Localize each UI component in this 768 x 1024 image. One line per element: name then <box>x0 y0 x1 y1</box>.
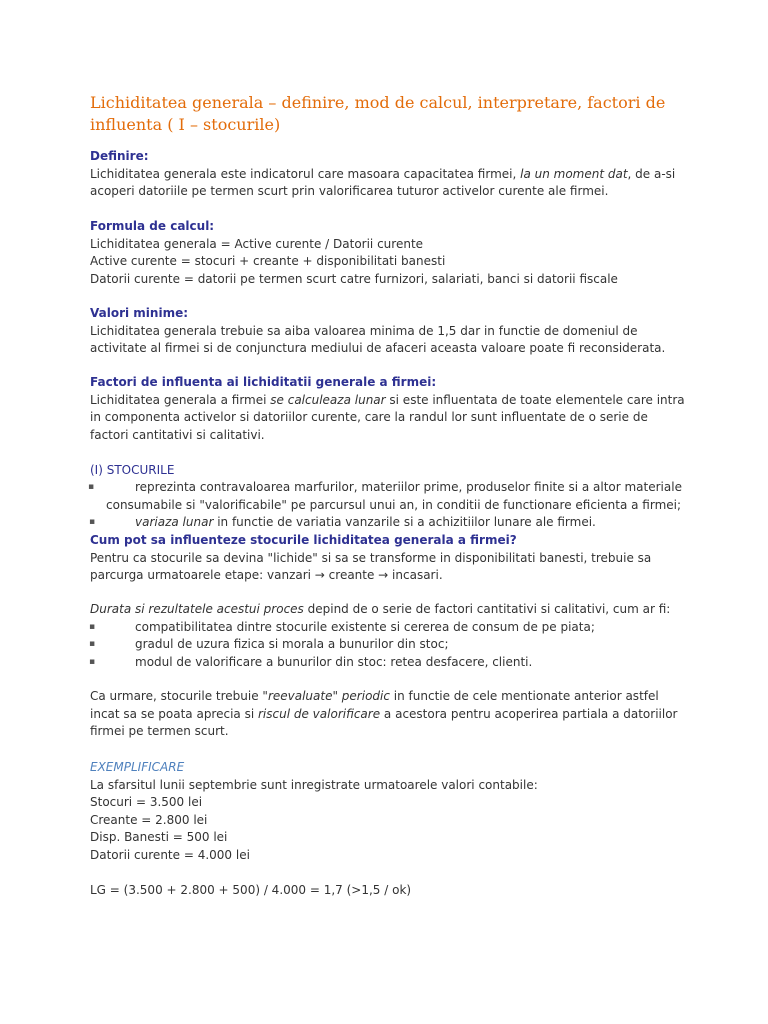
durata-item-text: gradul de uzura fizica si morala a bunurilor din stoc; <box>135 637 449 651</box>
definire-text-a: Lichiditatea generala este indicatorul care masoara capacitatea firmei, <box>90 166 521 181</box>
cum-heading: Cum pot sa influenteze stocurile lichiditatea generala a firmei? <box>90 533 517 547</box>
section-urmare <box>90 688 690 741</box>
list-item <box>90 479 690 514</box>
valori-heading: Valori minime: <box>90 306 189 320</box>
formula-heading: Formula de calcul: <box>90 219 215 233</box>
bullet-marker: ▪ <box>89 639 96 649</box>
definire-text <box>90 166 690 201</box>
bullet-marker: ▪ <box>89 656 96 667</box>
factori-heading: Factori de influenta ai lichiditatii generale a firmei: <box>90 375 437 389</box>
valori-text: Lichiditatea generala trebuie sa aiba valoarea minima de 1,5 dar in functie de domeniul de activitate al firmei si de conjunctura mediului de afaceri aceasta valoare poate fi reconsiderata. <box>90 323 666 355</box>
section-durata <box>90 601 690 671</box>
durata-text-emphasis: Durata si rezultatele acestui proces <box>90 602 304 616</box>
list-item <box>90 619 690 637</box>
list-item <box>90 514 690 532</box>
formula-line: Lichiditatea generala = Active curente / Datorii curente <box>90 236 424 251</box>
urmare-text-a: Ca urmare, stocurile trebuie <box>90 689 263 703</box>
bullet-marker: ▪ <box>89 621 96 632</box>
exemplu-line: Disp. Banesti = 500 lei <box>90 830 228 844</box>
urmare-text-b: in functie de cele mentionate anterior astfel incat sa se poata aprecia si <box>90 689 659 721</box>
definire-text-b: , de a-si acoperi datoriile pe termen scurt prin valorificarea tuturor activelor curente ale firmei. <box>90 166 676 198</box>
formula-line: Datorii curente = datorii pe termen scurt catre furnizori, salariati, banci si datorii fiscale <box>90 271 618 286</box>
section-definire <box>90 148 690 201</box>
exemplu-line: La sfarsitul lunii septembrie sunt inregistrate urmatoarele valori contabile: <box>90 777 538 792</box>
section-factori <box>90 374 690 444</box>
factori-text-b: si este influentata de toate elementele care intra in componenta activelor si datoriilor curente, care la randul lor sunt influentate de o serie de factori cantitativi si calitativi. <box>90 392 685 442</box>
definire-text-emphasis: la un moment dat <box>520 166 628 181</box>
exemplu-line: Stocuri = 3.500 lei <box>90 795 203 809</box>
urmare-emphasis-1: "reevaluate" periodic <box>262 689 390 703</box>
urmare-text <box>90 688 690 741</box>
list-item <box>90 654 690 672</box>
section-exemplu <box>90 759 690 899</box>
factori-text-a: Lichiditatea generala a firmei <box>90 392 271 407</box>
bullet-marker: ▪ <box>89 517 96 527</box>
list-item <box>90 636 690 654</box>
exemplu-line: Creante = 2.800 lei <box>90 812 208 827</box>
page-title: Lichiditatea generala – definire, mod de calcul, interpretare, factori de influenta ( I – stocurile) <box>90 93 666 134</box>
durata-text-rest: depind de o serie de factori cantitativi si calitativi, cum ar fi: <box>303 602 671 616</box>
stocuri-heading: (I) STOCURILE <box>90 463 175 477</box>
urmare-text-c: a acestora pentru acoperirea partiala a datoriilor firmei pe termen scurt. <box>90 706 678 738</box>
exemplu-result: LG = (3.500 + 2.800 + 500) / 4.000 = 1,7 (>1,5 / ok) <box>90 882 412 897</box>
durata-item-text: compatibilitatea dintre stocurile existente si cererea de consum de pe piata; <box>135 619 595 634</box>
definire-heading: Definire: <box>90 149 149 163</box>
formula-line: Active curente = stocuri + creante + disponibilitati banesti <box>90 254 446 268</box>
section-formula <box>90 218 690 288</box>
stocuri-bullet-text: in functie de variatia vanzarile si a achizitiilor lunare ale firmei. <box>213 515 596 529</box>
section-stocuri <box>90 462 690 480</box>
stocuri-bullet-emphasis: variaza lunar <box>135 515 214 529</box>
section-cum <box>90 532 690 585</box>
stocuri-bullet-text: reprezinta contravaloarea marfurilor, materiilor prime, produselor finite si a altor materiale consumabile si "valorificabile" pe parcursul unui an, in conditii de functionare eficienta a firmei; <box>106 480 682 512</box>
exemplu-line: Datorii curente = 4.000 lei <box>90 847 250 862</box>
durata-text <box>90 601 690 619</box>
durata-item-text: modul de valorificare a bunurilor din stoc: retea desfacere, clienti. <box>135 654 533 669</box>
stocuri-bullets <box>90 479 690 532</box>
cum-text: Pentru ca stocurile sa devina "lichide" si sa se transforme in disponibilitati banesti, trebuie sa parcurga urmatoarele etape: vanzari → creante → incasari. <box>90 550 652 582</box>
bullet-marker: ▪ <box>88 482 95 492</box>
section-valori <box>90 305 690 358</box>
factori-text-emphasis: se calculeaza lunar <box>270 392 386 407</box>
exemplu-heading: EXEMPLIFICARE <box>90 760 185 774</box>
factori-text <box>90 392 690 445</box>
urmare-emphasis-2: riscul de valorificare <box>258 706 381 721</box>
